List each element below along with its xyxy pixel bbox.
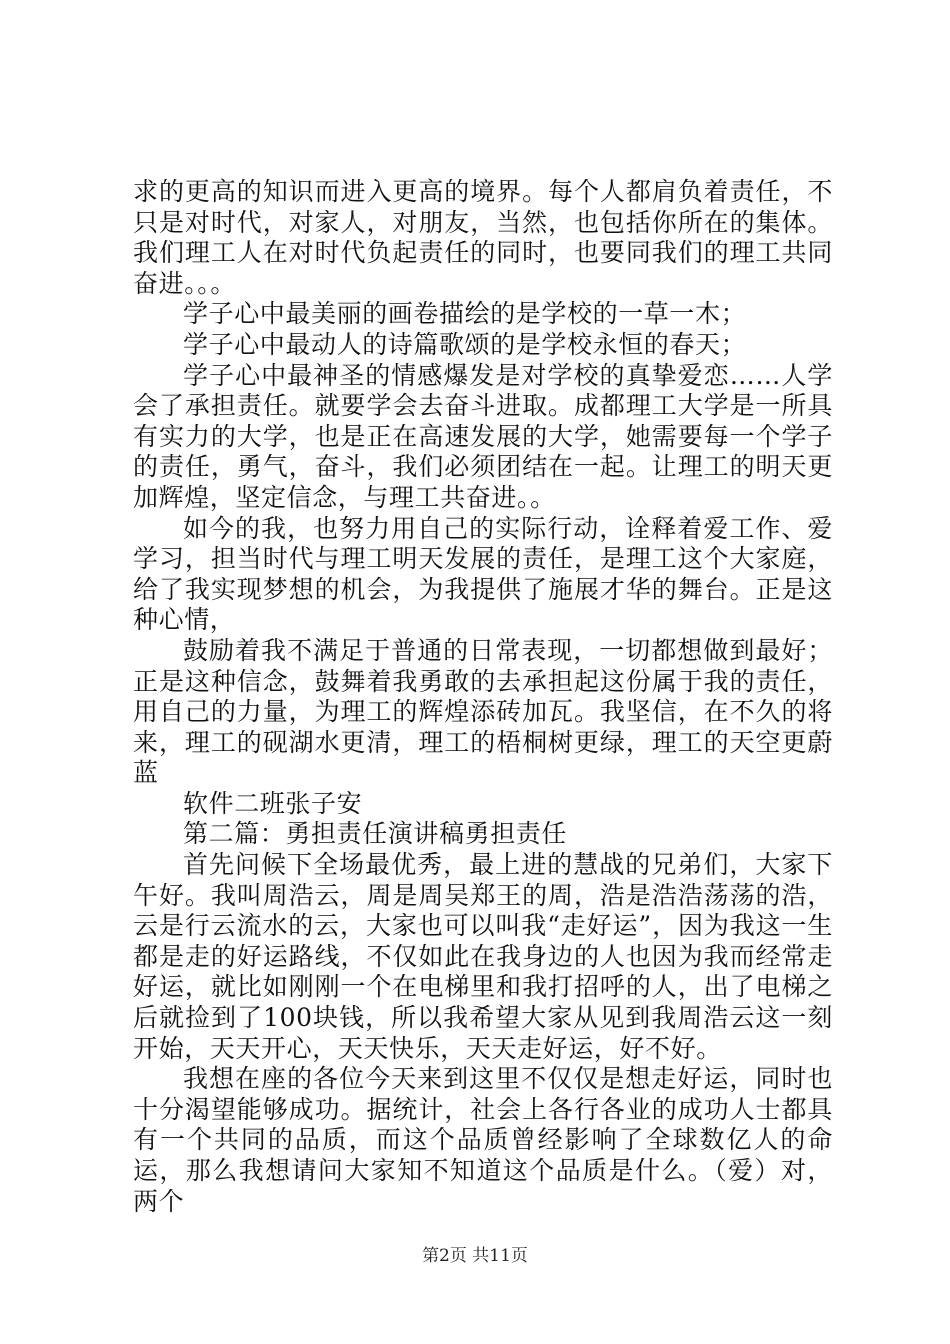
paragraph: 学子心中最动人的诗篇歌颂的是学校永恒的春天； (183, 329, 747, 359)
paragraph: 首先问候下全场最优秀，最上进的慧战的兄弟们，大家下午好。我叫周浩云，周是周吴郑王的周，浩是浩浩荡荡的浩，云是行云流水的云，大家也可以叫我“走好运”，因为我这一生都是走的好运路线，不仅如此在我身边的人也因为我而经常走好运，就比如刚刚一个在电梯里和我打招呼的人，出了电梯之后就捡到了100块钱，所以我希望大家从见到我周浩云这一刻开始，天天开心，天天快乐，天天走好运，好不好。 (133, 850, 833, 1063)
paragraph: 学子心中最美丽的画卷描绘的是学校的一草一木； (183, 299, 747, 329)
document-body (133, 177, 833, 1217)
paragraph: 求的更高的知识而进入更高的境界。每个人都肩负着责任，不只是对时代，对家人，对朋友，当然，也包括你所在的集体。我们理工人在对时代负起责任的同时，也要同我们的理工共同奋进。。。 (133, 177, 833, 298)
page-footer (0, 1241, 950, 1266)
author-line: 软件二班张子安 (183, 788, 363, 818)
paragraph: 鼓励着我不满足于普通的日常表现，一切都想做到最好；正是这种信念，鼓舞着我勇敢的去承担起这份属于我的责任，用自己的力量，为理工的辉煌添砖加瓦。我坚信，在不久的将来，理工的砚湖水更清，理工的梧桐树更绿，理工的天空更蔚蓝 (133, 635, 833, 788)
page-number: 第2页 共11页 (422, 1246, 528, 1266)
section-heading: 第二篇：勇担责任演讲稿勇担责任 (183, 819, 568, 849)
paragraph: 如今的我，也努力用自己的实际行动，诠释着爱工作、爱学习，担当时代与理工明天发展的责任，是理工这个大家庭，给了我实现梦想的机会，为我提供了施展才华的舞台。正是这种心情， (133, 513, 833, 635)
paragraph: 我想在座的各位今天来到这里不仅仅是想走好运，同时也十分渴望能够成功。据统计，社会上各行各业的成功人士都具有一个共同的品质，而这个品质曾经影响了全球数亿人的命运，那么我想请问大家知不知道这个品质是什么。（爱）对，两个 (133, 1064, 833, 1216)
paragraph: 学子心中最神圣的情感爆发是对学校的真挚爱恋……人学会了承担责任。就要学会去奋斗进取。成都理工大学是一所具有实力的大学，也是正在高速发展的大学，她需要每一个学子的责任，勇气，奋斗，我们必须团结在一起。让理工的明天更加辉煌，坚定信念，与理工共奋进。。 (133, 360, 833, 512)
